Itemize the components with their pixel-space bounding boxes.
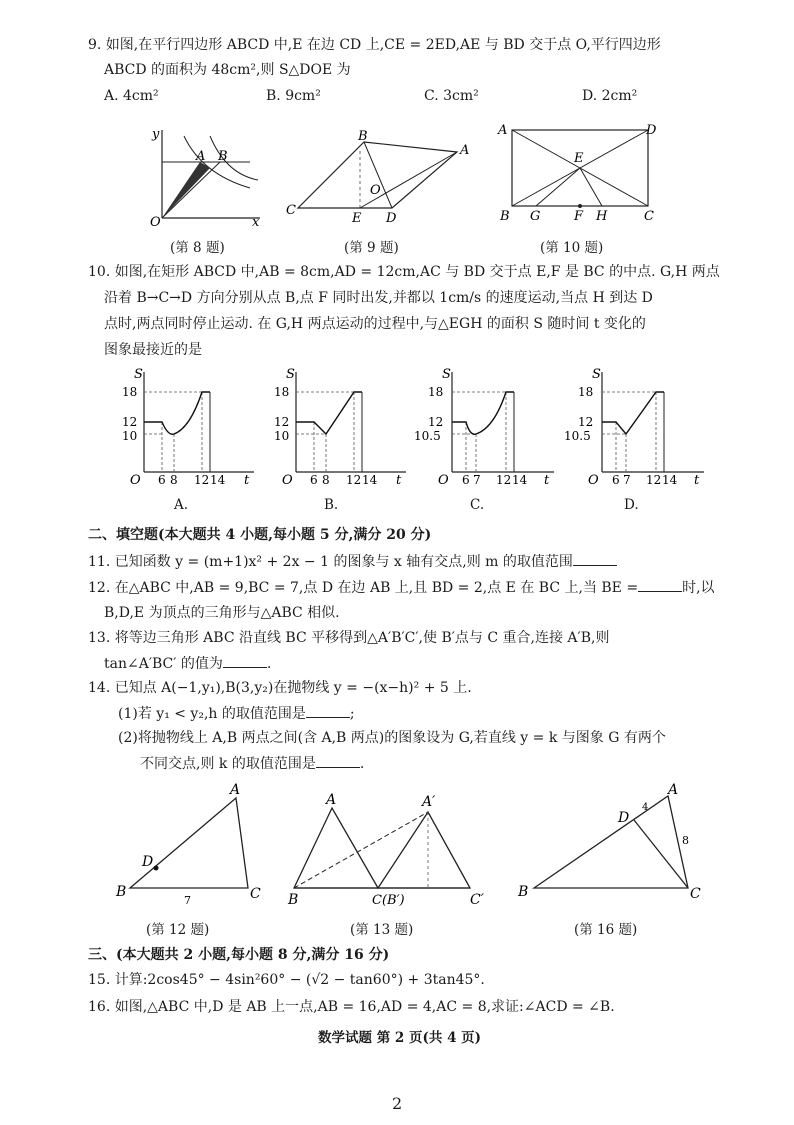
fig10-label-a: A [498,123,508,138]
svg-text:C: C [250,886,261,902]
svg-text:6: 6 [158,473,166,486]
fig10-label-b: B [500,209,510,224]
graph-c-option: C. [470,497,485,513]
q13-blank[interactable] [223,653,267,668]
fig8-label-y: y [152,127,160,142]
svg-text:S: S [592,367,601,382]
graph-d [560,364,710,486]
fig16-caption: (第 16 题) [574,922,638,938]
svg-text:A′: A′ [422,794,436,810]
fig9-label-c: C [286,203,296,218]
svg-text:12: 12 [346,473,362,486]
svg-text:O: O [438,473,449,486]
svg-text:12: 12 [646,473,662,486]
svg-text:14: 14 [512,473,528,486]
svg-text:D: D [142,854,154,870]
figure-8 [140,118,270,230]
svg-text:C(B′): C(B′) [372,893,405,908]
svg-text:7: 7 [623,473,631,486]
q9-line2: ABCD 的面积为 48cm²,则 S△DOE 为 [104,62,351,78]
q13-line1: 13. 将等边三角形 ABC 沿直线 BC 平移得到△A′B′C′,使 B′点与 C 重合,连接 A′B,则 [88,630,610,646]
svg-text:t: t [544,473,550,486]
fig9-label-a: A [460,143,470,158]
svg-text:10: 10 [274,429,290,443]
q16-text: 16. 如图,△ABC 中,D 是 AB 上一点,AB = 16,AD = 4,AC = 8,求证:∠ACD = ∠B. [88,999,615,1015]
svg-text:S: S [134,367,143,382]
svg-text:A: A [326,792,337,808]
svg-text:7: 7 [473,473,481,486]
q14-sub1: (1)若 y₁ < y₂,h 的取值范围是 ; [118,703,355,724]
q12-blank[interactable] [638,577,682,592]
q11-blank[interactable] [573,551,617,566]
svg-text:7: 7 [184,894,191,907]
q9-choice-a: A. 4cm² [104,88,159,104]
q11-text: 11. 已知函数 y = (m+1)x² + 2x − 1 的图象与 x 轴有交点,则 m 的取值范围 [88,551,617,572]
svg-text:12: 12 [274,415,290,429]
q9-choice-c: C. 3cm² [424,88,479,104]
svg-text:10: 10 [122,429,138,443]
svg-text:O: O [282,473,293,486]
svg-text:8: 8 [170,473,178,486]
figure-12 [108,780,268,910]
q10-line1: 10. 如图,在矩形 ABCD 中,AB = 8cm,AD = 12cm,AC 与 BD 交于点 E,F 是 BC 的中点. G,H 两点 [88,264,720,280]
fig8-caption: (第 8 题) [170,240,225,256]
fig10-label-g: G [530,209,541,224]
fig9-label-d: D [386,211,397,225]
q13-line2: tan∠A′BC′ 的值为 . [104,653,271,674]
q10-line2: 沿着 B→C→D 方向分别从点 B,点 F 同时出发,并都以 1cm/s 的速度运动,当点 H 到达 D [104,290,653,306]
q14-sub2: (2)将抛物线上 A,B 两点之间(含 A,B 两点)的图象设为 G,若直线 y = k 与图象 G 有两个 [118,730,666,746]
svg-text:12: 12 [428,415,444,429]
figure-9 [282,130,482,225]
q12-line2: B,D,E 为顶点的三角形与△ABC 相似. [104,605,340,621]
svg-text:8: 8 [682,834,689,847]
svg-text:18: 18 [122,385,138,399]
graph-c [410,364,560,486]
svg-text:12: 12 [496,473,512,486]
fig10-label-h: H [596,209,608,224]
q12-line1: 12. 在△ABC 中,AB = 9,BC = 7,点 D 在边 AB 上,且 BD = 2,点 E 在 BC 上,当 BE = 时,以 [88,577,715,598]
svg-text:6: 6 [310,473,318,486]
svg-text:10.5: 10.5 [564,429,591,443]
figure-13 [282,788,492,910]
svg-text:6: 6 [612,473,620,486]
svg-text:D: D [618,810,630,826]
svg-text:t: t [396,473,402,486]
svg-text:6: 6 [462,473,470,486]
figure-10 [494,118,664,228]
fig9-caption: (第 9 题) [344,240,399,256]
q14-blank1[interactable] [306,703,350,718]
fig8-label-b: B [218,149,228,164]
svg-text:A: A [668,782,679,798]
svg-text:O: O [588,473,599,486]
graph-a-option: A. [174,497,189,513]
svg-text:4: 4 [642,802,649,813]
q14-line1: 14. 已知点 A(−1,y₁),B(3,y₂)在抛物线 y = −(x−h)² + 5 上. [88,680,472,696]
svg-text:S: S [442,367,451,382]
fig10-label-d: D [646,123,657,138]
section3-title: 三、(本大题共 2 小题,每小题 8 分,满分 16 分) [88,947,390,963]
svg-text:8: 8 [322,473,330,486]
fig9-label-b: B [358,130,368,144]
fig10-label-f: F [574,209,584,224]
figure-16 [512,780,712,910]
graph-a [110,364,260,486]
fig10-label-c: C [644,209,654,224]
svg-text:A: A [230,782,241,798]
svg-text:14: 14 [362,473,378,486]
fig13-caption: (第 13 题) [350,922,414,938]
fig9-label-o: O [370,183,381,198]
q9-choice-d: D. 2cm² [582,88,638,104]
svg-text:C: C [690,886,701,902]
svg-text:14: 14 [662,473,678,486]
svg-text:18: 18 [428,385,444,399]
svg-text:t: t [694,473,700,486]
fig12-caption: (第 12 题) [146,922,210,938]
fig10-caption: (第 10 题) [540,240,604,256]
q9-choice-b: B. 9cm² [266,88,321,104]
graph-b [262,364,412,486]
svg-text:14: 14 [210,473,226,486]
svg-text:18: 18 [578,385,594,399]
fig8-label-a: A [196,149,206,164]
svg-text:12: 12 [578,415,594,429]
q14-blank2[interactable] [316,753,360,768]
fig10-label-e: E [574,151,584,166]
svg-text:B: B [288,892,299,908]
graph-b-option: B. [324,497,339,513]
fig8-label-o: O [150,215,161,230]
svg-text:t: t [244,473,250,486]
fig8-label-x: x [252,215,260,230]
section2-title: 二、填空题(本大题共 4 小题,每小题 5 分,满分 20 分) [88,527,432,543]
fig9-label-e: E [352,211,362,225]
q14-sub2b: 不同交点,则 k 的取值范围是 . [140,753,364,774]
svg-text:12: 12 [122,415,138,429]
q15-text: 15. 计算:2cos45° − 4sin²60° − (√2 − tan60°) + 3tan45°. [88,972,485,988]
page-number: 2 [392,1094,403,1113]
svg-text:B: B [116,884,127,900]
svg-text:C′: C′ [470,892,484,908]
svg-text:B: B [518,884,529,900]
q9-line1: 9. 如图,在平行四边形 ABCD 中,E 在边 CD 上,CE = 2ED,AE 与 BD 交于点 O,平行四边形 [88,37,661,53]
page-footer: 数学试题 第 2 页(共 4 页) [318,1030,482,1046]
graph-d-option: D. [624,497,639,513]
svg-text:18: 18 [274,385,290,399]
svg-text:10.5: 10.5 [414,429,441,443]
svg-text:O: O [130,473,141,486]
svg-text:S: S [286,367,295,382]
svg-text:12: 12 [194,473,210,486]
q10-line4: 图象最接近的是 [104,342,202,358]
q10-line3: 点时,两点同时停止运动. 在 G,H 两点运动的过程中,与△EGH 的面积 S 随时间 t 变化的 [104,316,646,332]
